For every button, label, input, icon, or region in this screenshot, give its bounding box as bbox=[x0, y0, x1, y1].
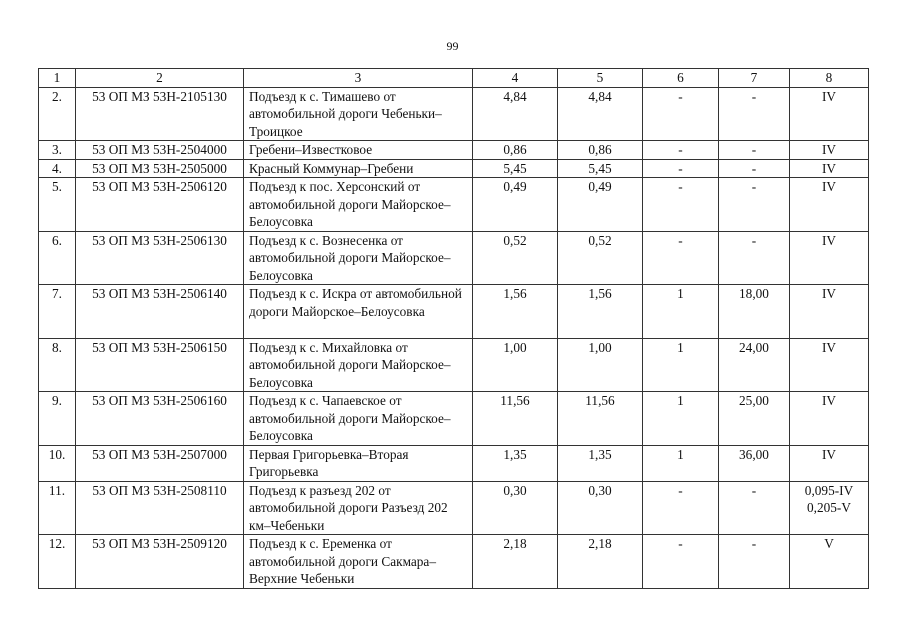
header-row bbox=[39, 69, 869, 88]
table-row bbox=[39, 481, 869, 535]
header-cell: 7 bbox=[719, 69, 790, 88]
page-number: 99 bbox=[446, 39, 459, 53]
length-surface-cell: 0,30 bbox=[558, 481, 643, 535]
bridge-count-cell: 1 bbox=[643, 285, 719, 339]
table-row bbox=[39, 392, 869, 446]
road-name-cell: Подъезд к с. Чапаевское от автомобильной дороги Майорское–Белоусовка bbox=[244, 392, 473, 446]
length-total-cell: 11,56 bbox=[473, 392, 558, 446]
row-number-cell: 3. bbox=[39, 141, 76, 160]
bridge-length-cell: - bbox=[719, 481, 790, 535]
table-row bbox=[39, 285, 869, 339]
table-row bbox=[39, 159, 869, 178]
length-surface-cell: 0,86 bbox=[558, 141, 643, 160]
road-code-cell: 53 ОП МЗ 53Н-2105130 bbox=[76, 87, 244, 141]
bridge-length-cell: - bbox=[719, 535, 790, 589]
row-number-cell: 5. bbox=[39, 178, 76, 232]
header-cell: 8 bbox=[790, 69, 869, 88]
bridge-count-cell: - bbox=[643, 535, 719, 589]
header-cell: 6 bbox=[643, 69, 719, 88]
length-surface-cell: 1,00 bbox=[558, 338, 643, 392]
road-name-cell: Подъезд к пос. Херсонский от автомобильной дороги Майорское–Белоусовка bbox=[244, 178, 473, 232]
length-total-cell: 1,56 bbox=[473, 285, 558, 339]
length-surface-cell: 1,56 bbox=[558, 285, 643, 339]
header-cell: 1 bbox=[39, 69, 76, 88]
length-total-cell: 1,35 bbox=[473, 445, 558, 481]
header-cell: 5 bbox=[558, 69, 643, 88]
road-name-cell: Подъезд к с. Еременка от автомобильной дороги Сакмара–Верхние Чебеньки bbox=[244, 535, 473, 589]
bridge-length-cell: 36,00 bbox=[719, 445, 790, 481]
bridge-count-cell: - bbox=[643, 159, 719, 178]
road-code-cell: 53 ОП МЗ 53Н-2506130 bbox=[76, 231, 244, 285]
road-category-cell: IV bbox=[790, 285, 869, 339]
road-code-cell: 53 ОП МЗ 53Н-2506120 bbox=[76, 178, 244, 232]
bridge-length-cell: - bbox=[719, 231, 790, 285]
row-number-cell: 6. bbox=[39, 231, 76, 285]
bridge-count-cell: 1 bbox=[643, 445, 719, 481]
road-category-cell: IV bbox=[790, 178, 869, 232]
length-total-cell: 5,45 bbox=[473, 159, 558, 178]
road-category-cell: IV bbox=[790, 141, 869, 160]
table-row bbox=[39, 445, 869, 481]
road-category-cell: IV bbox=[790, 445, 869, 481]
bridge-count-cell: - bbox=[643, 481, 719, 535]
bridge-length-cell: - bbox=[719, 87, 790, 141]
roads-table bbox=[38, 68, 869, 589]
road-code-cell: 53 ОП МЗ 53Н-2507000 bbox=[76, 445, 244, 481]
length-total-cell: 1,00 bbox=[473, 338, 558, 392]
row-number-cell: 9. bbox=[39, 392, 76, 446]
road-code-cell: 53 ОП МЗ 53Н-2504000 bbox=[76, 141, 244, 160]
length-surface-cell: 2,18 bbox=[558, 535, 643, 589]
header-cell: 4 bbox=[473, 69, 558, 88]
bridge-count-cell: - bbox=[643, 87, 719, 141]
length-total-cell: 2,18 bbox=[473, 535, 558, 589]
road-category-cell: IV bbox=[790, 392, 869, 446]
length-total-cell: 0,30 bbox=[473, 481, 558, 535]
length-surface-cell: 0,52 bbox=[558, 231, 643, 285]
road-name-cell: Подъезд к с. Тимашево от автомобильной дороги Чебеньки–Троицкое bbox=[244, 87, 473, 141]
road-category-cell: V bbox=[790, 535, 869, 589]
bridge-count-cell: 1 bbox=[643, 338, 719, 392]
table-row bbox=[39, 338, 869, 392]
row-number-cell: 10. bbox=[39, 445, 76, 481]
bridge-count-cell: - bbox=[643, 178, 719, 232]
road-code-cell: 53 ОП МЗ 53Н-2508110 bbox=[76, 481, 244, 535]
length-surface-cell: 1,35 bbox=[558, 445, 643, 481]
road-category-cell: IV bbox=[790, 231, 869, 285]
road-name-cell: Гребени–Известковое bbox=[244, 141, 473, 160]
bridge-length-cell: - bbox=[719, 159, 790, 178]
table-row bbox=[39, 87, 869, 141]
length-total-cell: 0,49 bbox=[473, 178, 558, 232]
length-total-cell: 0,52 bbox=[473, 231, 558, 285]
bridge-length-cell: - bbox=[719, 141, 790, 160]
bridge-length-cell: 18,00 bbox=[719, 285, 790, 339]
road-name-cell: Подъезд к с. Искра от автомобильной дороги Майорское–Белоусовка bbox=[244, 285, 473, 339]
bridge-length-cell: 24,00 bbox=[719, 338, 790, 392]
row-number-cell: 8. bbox=[39, 338, 76, 392]
road-category-cell: IV bbox=[790, 338, 869, 392]
table-row bbox=[39, 141, 869, 160]
road-name-cell: Подъезд к с. Вознесенка от автомобильной дороги Майорское–Белоусовка bbox=[244, 231, 473, 285]
bridge-count-cell: - bbox=[643, 141, 719, 160]
header-cell: 3 bbox=[244, 69, 473, 88]
row-number-cell: 4. bbox=[39, 159, 76, 178]
road-name-cell: Подъезд к с. Михайловка от автомобильной дороги Майорское–Белоусовка bbox=[244, 338, 473, 392]
road-code-cell: 53 ОП МЗ 53Н-2509120 bbox=[76, 535, 244, 589]
row-number-cell: 11. bbox=[39, 481, 76, 535]
row-number-cell: 2. bbox=[39, 87, 76, 141]
length-total-cell: 4,84 bbox=[473, 87, 558, 141]
road-name-cell: Подъезд к разъезд 202 от автомобильной дороги Разъезд 202 км–Чебеньки bbox=[244, 481, 473, 535]
table-row bbox=[39, 178, 869, 232]
road-category-cell: 0,095-IV 0,205-V bbox=[790, 481, 869, 535]
road-category-cell: IV bbox=[790, 87, 869, 141]
road-name-cell: Первая Григорьевка–Вторая Григорьевка bbox=[244, 445, 473, 481]
row-number-cell: 12. bbox=[39, 535, 76, 589]
road-code-cell: 53 ОП МЗ 53Н-2506160 bbox=[76, 392, 244, 446]
road-code-cell: 53 ОП МЗ 53Н-2506150 bbox=[76, 338, 244, 392]
road-category-cell: IV bbox=[790, 159, 869, 178]
table-row bbox=[39, 231, 869, 285]
length-surface-cell: 5,45 bbox=[558, 159, 643, 178]
road-code-cell: 53 ОП МЗ 53Н-2505000 bbox=[76, 159, 244, 178]
row-number-cell: 7. bbox=[39, 285, 76, 339]
bridge-length-cell: 25,00 bbox=[719, 392, 790, 446]
road-code-cell: 53 ОП МЗ 53Н-2506140 bbox=[76, 285, 244, 339]
length-surface-cell: 0,49 bbox=[558, 178, 643, 232]
road-name-cell: Красный Коммунар–Гребени bbox=[244, 159, 473, 178]
header-cell: 2 bbox=[76, 69, 244, 88]
length-total-cell: 0,86 bbox=[473, 141, 558, 160]
table-row bbox=[39, 535, 869, 589]
bridge-length-cell: - bbox=[719, 178, 790, 232]
bridge-count-cell: 1 bbox=[643, 392, 719, 446]
length-surface-cell: 4,84 bbox=[558, 87, 643, 141]
length-surface-cell: 11,56 bbox=[558, 392, 643, 446]
bridge-count-cell: - bbox=[643, 231, 719, 285]
